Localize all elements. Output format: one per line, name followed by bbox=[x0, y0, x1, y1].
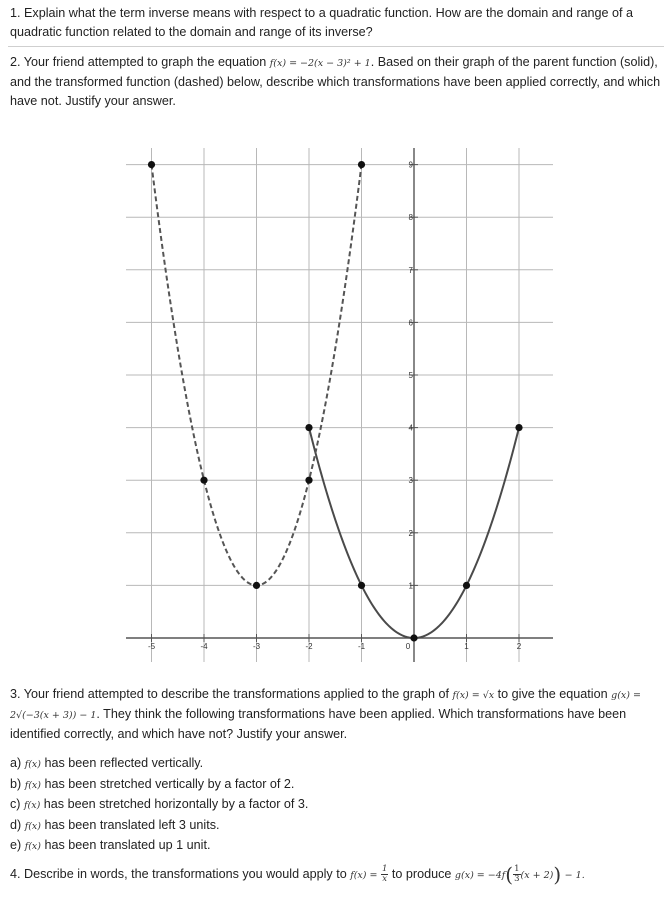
y-tick-label: 2 bbox=[408, 528, 413, 538]
parent-point bbox=[358, 582, 365, 589]
transformed-point bbox=[200, 477, 207, 484]
q2-equation: f(x) = −2(x − 3)² + 1 bbox=[269, 58, 371, 69]
transformed-point bbox=[253, 582, 260, 589]
x-tick-label: 2 bbox=[516, 642, 522, 651]
parent-point bbox=[410, 634, 417, 641]
option-b: b) f(x) has been stretched vertically by a factor of 2. bbox=[10, 776, 295, 791]
q4-g-lhs: g(x) = −4f bbox=[454, 870, 506, 881]
question-2-body: . Based on their graph of the parent function (solid), and the transformed function (dashed) below, describe which transformations have been applied correctly, and which have not. Justify your answer. bbox=[10, 55, 661, 108]
x-tick-label: -5 bbox=[147, 642, 156, 651]
y-tick-label: 3 bbox=[408, 476, 413, 486]
question-1-text: 1. Explain what the term inverse means with respect to a quadratic function. How are the domain and range of a quadratic function related to the domain and range of its inverse? bbox=[10, 6, 634, 39]
question-4-intro: 4. Describe in words, the transformations you would apply to bbox=[10, 867, 347, 881]
option-a: a) f(x) has been reflected vertically. bbox=[10, 756, 204, 770]
option-d: d) f(x) has been translated left 3 units. bbox=[10, 817, 220, 832]
x-tick-label: -3 bbox=[252, 642, 261, 651]
y-tick-label: 4 bbox=[408, 423, 413, 433]
x-tick-label: 0 bbox=[405, 642, 411, 651]
x-tick-label: -4 bbox=[200, 642, 208, 651]
question-4-mid: to produce bbox=[391, 867, 452, 881]
grid bbox=[126, 148, 553, 662]
transformed-point bbox=[148, 161, 155, 168]
q3-g-equation: g(x) = 2√(−3(x + 3)) − 1 bbox=[10, 690, 641, 721]
y-tick-label: 1 bbox=[408, 581, 413, 591]
question-3-intro: 3. Your friend attempted to describe the transformations applied to the graph of bbox=[10, 687, 449, 701]
y-tick-label: 8 bbox=[408, 213, 413, 223]
transformed-point bbox=[305, 477, 312, 484]
y-tick-label: 6 bbox=[408, 318, 413, 328]
q3-f-equation: f(x) = √x bbox=[452, 690, 495, 701]
q4-g-inner: (x + 2) bbox=[520, 870, 554, 881]
option-e: e) f(x) has been translated up 1 unit. bbox=[10, 838, 211, 853]
x-tick-label: -1 bbox=[357, 642, 366, 651]
question-2-intro: 2. Your friend attempted to graph the equation bbox=[10, 55, 267, 69]
question-3-mid: to give the equation bbox=[497, 687, 608, 701]
question-4: 4. Describe in words, the transformations you would apply to f(x) = $\frac{1}{x}$ to produce g(x) = −4f( $\frac{1}{3}$ (x + 2)) − 1. bbox=[10, 862, 585, 887]
option-list bbox=[10, 754, 650, 857]
curves bbox=[152, 165, 520, 638]
option-c: c) f(x) has been stretched horizontally by a factor of 3. bbox=[10, 797, 309, 812]
question-3 bbox=[10, 685, 662, 744]
x-tick-label: 1 bbox=[464, 642, 469, 651]
transformed-point bbox=[358, 161, 365, 168]
q4-f-lhs: f(x) = bbox=[350, 870, 378, 881]
parent-point bbox=[463, 582, 470, 589]
y-tick-label: 5 bbox=[408, 371, 413, 380]
x-tick-label: -2 bbox=[305, 642, 313, 651]
question-3-body: . They think the following transformations have been applied. Which transformations have been identified correctly, and which have not? Justify your answer. bbox=[10, 707, 627, 741]
q4-f-fraction: $\frac{1}{x}$ bbox=[381, 864, 388, 885]
parent-point bbox=[305, 424, 312, 431]
y-tick-label: 9 bbox=[408, 160, 413, 170]
q4-g-tail: − 1. bbox=[564, 870, 585, 881]
q4-g-fraction: $\frac{1}{3}$ bbox=[514, 864, 520, 885]
y-tick-label: 7 bbox=[408, 265, 413, 275]
parent-point bbox=[515, 424, 522, 431]
